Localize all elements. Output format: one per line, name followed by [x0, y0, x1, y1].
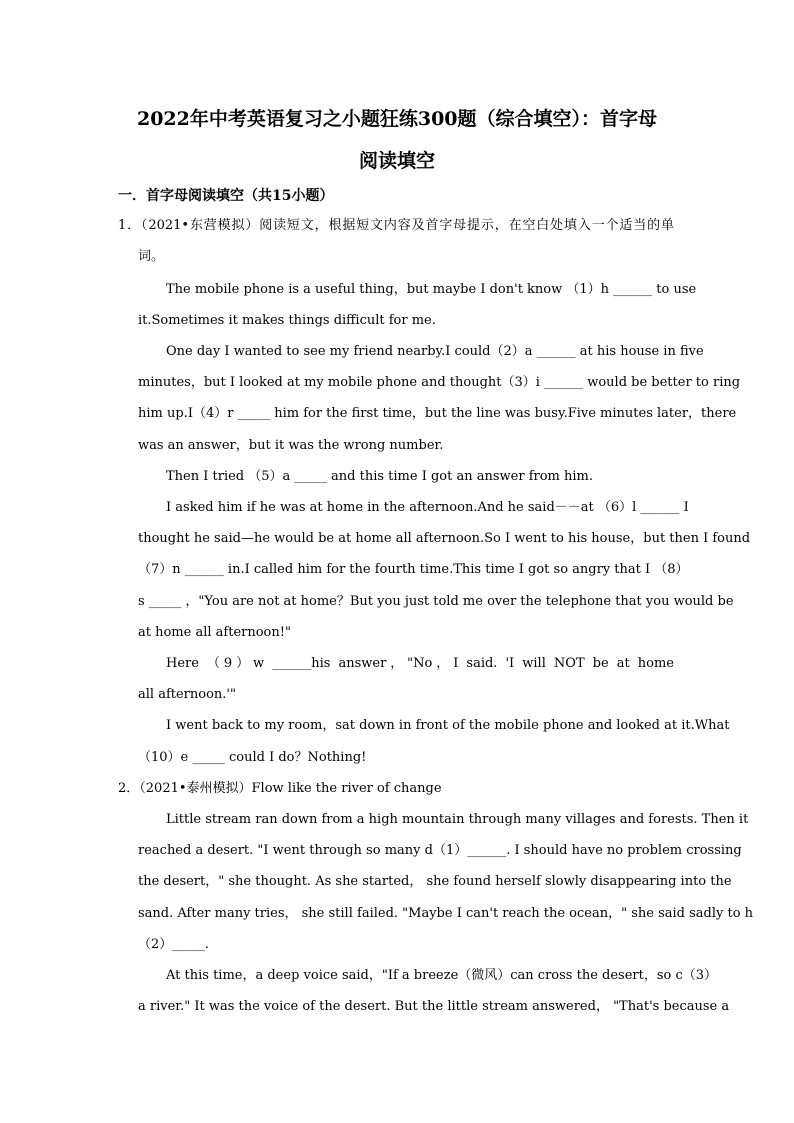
passage-1-line: at home all afternoon!" [138, 625, 291, 640]
document-title-line2: 阅读填空 [358, 150, 435, 172]
passage-1-line: him up.I（4）r _____ him for the first time，but the line was busy.Five minutes later，there [138, 406, 737, 421]
passage-1-line: Then I tried （5）a _____ and this time I got an answer from him. [166, 469, 594, 484]
passage-1-line: all afternoon.'" [138, 687, 236, 702]
passage-1-line: I went back to my room，sat down in front of the mobile phone and looked at it.What [166, 718, 730, 733]
question-2-header: 2．（2021•泰州模拟）Flow like the river of change [118, 781, 442, 796]
passage-2-line: （2）_____. [138, 937, 209, 952]
passage-1-line: Here （9）w ______his answer，"No，I said. 'I will NOT be at home [166, 656, 674, 671]
passage-1-line: One day I wanted to see my friend nearby.I could（2）a ______ at his house in five [166, 344, 704, 359]
passage-1-line: The mobile phone is a useful thing，but maybe I don't know （1）h ______ to use [166, 282, 697, 297]
passage-1-line: thought he said—he would be at home all afternoon.So I went to his house，but then I found [138, 531, 751, 546]
passage-2-line: sand. After many tries， she still failed. "Maybe I can't reach the ocean，" she said sadly to h [138, 906, 754, 921]
passage-1-line: it.Sometimes it makes things difficult for me. [138, 313, 436, 328]
section-heading: 一．首字母阅读填空（共15小题） [118, 188, 334, 204]
document-title-line1: 2022年中考英语复习之小题狂练300题（综合填空）：首字母 [136, 108, 658, 130]
passage-1-line: （10）e _____ could I do？Nothing! [138, 750, 367, 765]
passage-1-line: minutes，but I looked at my mobile phone and thought（3）i ______ would be better to ring [138, 375, 741, 390]
passage-1-line: I asked him if he was at home in the afternoon.And he said－－at （6）l ______ I [166, 500, 689, 515]
passage-1-line: （7）n ______ in.I called him for the fourth time.This time I got so angry that I （8） [138, 562, 689, 577]
passage-1-line: was an answer，but it was the wrong number. [138, 438, 444, 453]
passage-1-line: s _____ ，"You are not at home？But you just told me over the telephone that you would be [138, 594, 734, 609]
passage-2-line: the desert，" she thought. As she started， she found herself slowly disappearing into the [138, 874, 732, 889]
passage-2-line: At this time，a deep voice said，"If a breeze（微风）can cross the desert，so c（3） [166, 968, 718, 983]
question-1-header: 1．（2021•东营模拟）阅读短文，根据短文内容及首字母提示，在空白处填入一个适当的单 [118, 218, 674, 233]
passage-2-line: Little stream ran down from a high mountain through many villages and forests. Then it [166, 812, 749, 827]
passage-2-line: reached a desert. "I went through so many d（1）______. I should have no problem crossing [138, 843, 742, 858]
passage-2-line: a river." It was the voice of the desert. But the little stream answered， "That's because a [138, 999, 730, 1014]
question-1-header-cont: 词。 [138, 249, 165, 264]
